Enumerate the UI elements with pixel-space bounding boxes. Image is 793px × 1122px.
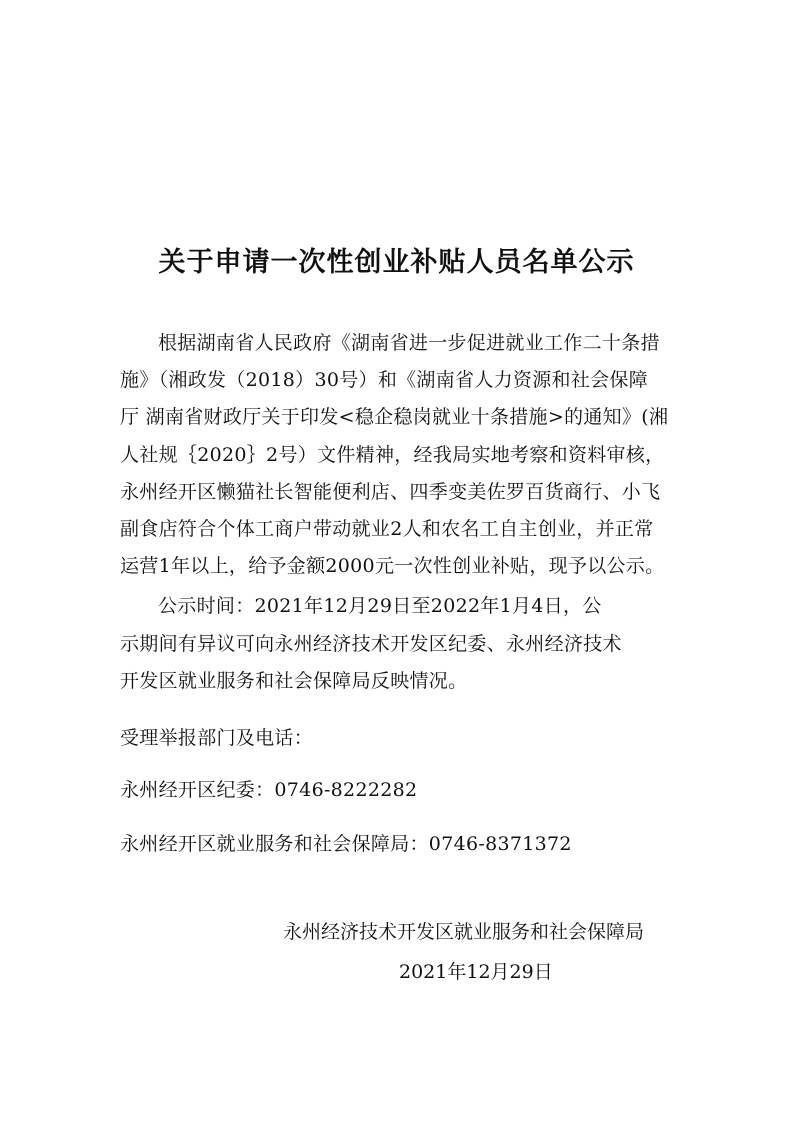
body-line-8: 公示时间：2021年12月29日至2022年1月4日，公 [158,595,602,617]
signature-org: 永州经济技术开发区就业服务和社会保障局 [283,921,645,943]
body-line-2: 施》（湘政发（2018）30号）和《湖南省人力资源和社会保障 [120,369,649,391]
body-line-4: 人社规｛2020｝2号）文件精神，经我局实地考察和资料审核， [120,444,665,466]
body-line-3: 厅 湖南省财政厅关于印发<稳企稳岗就业十条措施>的通知》(湘 [120,406,669,428]
body-line-5: 永州经开区懒猫社长智能便利店、四季变美佐罗百货商行、小飞 [120,481,661,503]
contact-employment-bureau: 永州经开区就业服务和社会保障局：0746-8371372 [120,833,572,855]
body-line-9: 示期间有异议可向永州经济技术开发区纪委、永州经济技术 [120,633,622,655]
body-line-6: 副食店符合个体工商户带动就业2人和农名工自主创业，并正常 [120,518,654,540]
contact-heading: 受理举报部门及电话： [120,727,314,749]
contact-discipline-committee: 永州经开区纪委：0746-8222282 [120,779,418,801]
signature-date: 2021年12月29日 [399,961,553,983]
body-line-10: 开发区就业服务和社会保障局反映情况。 [120,670,468,692]
body-line-7: 运营1年以上，给予金额2000元一次性创业补贴，现予以公示。 [120,555,665,577]
document-title: 关于申请一次性创业补贴人员名单公示 [158,247,635,278]
body-line-1: 根据湖南省人民政府《湖南省进一步促进就业工作二十条措 [158,332,660,354]
